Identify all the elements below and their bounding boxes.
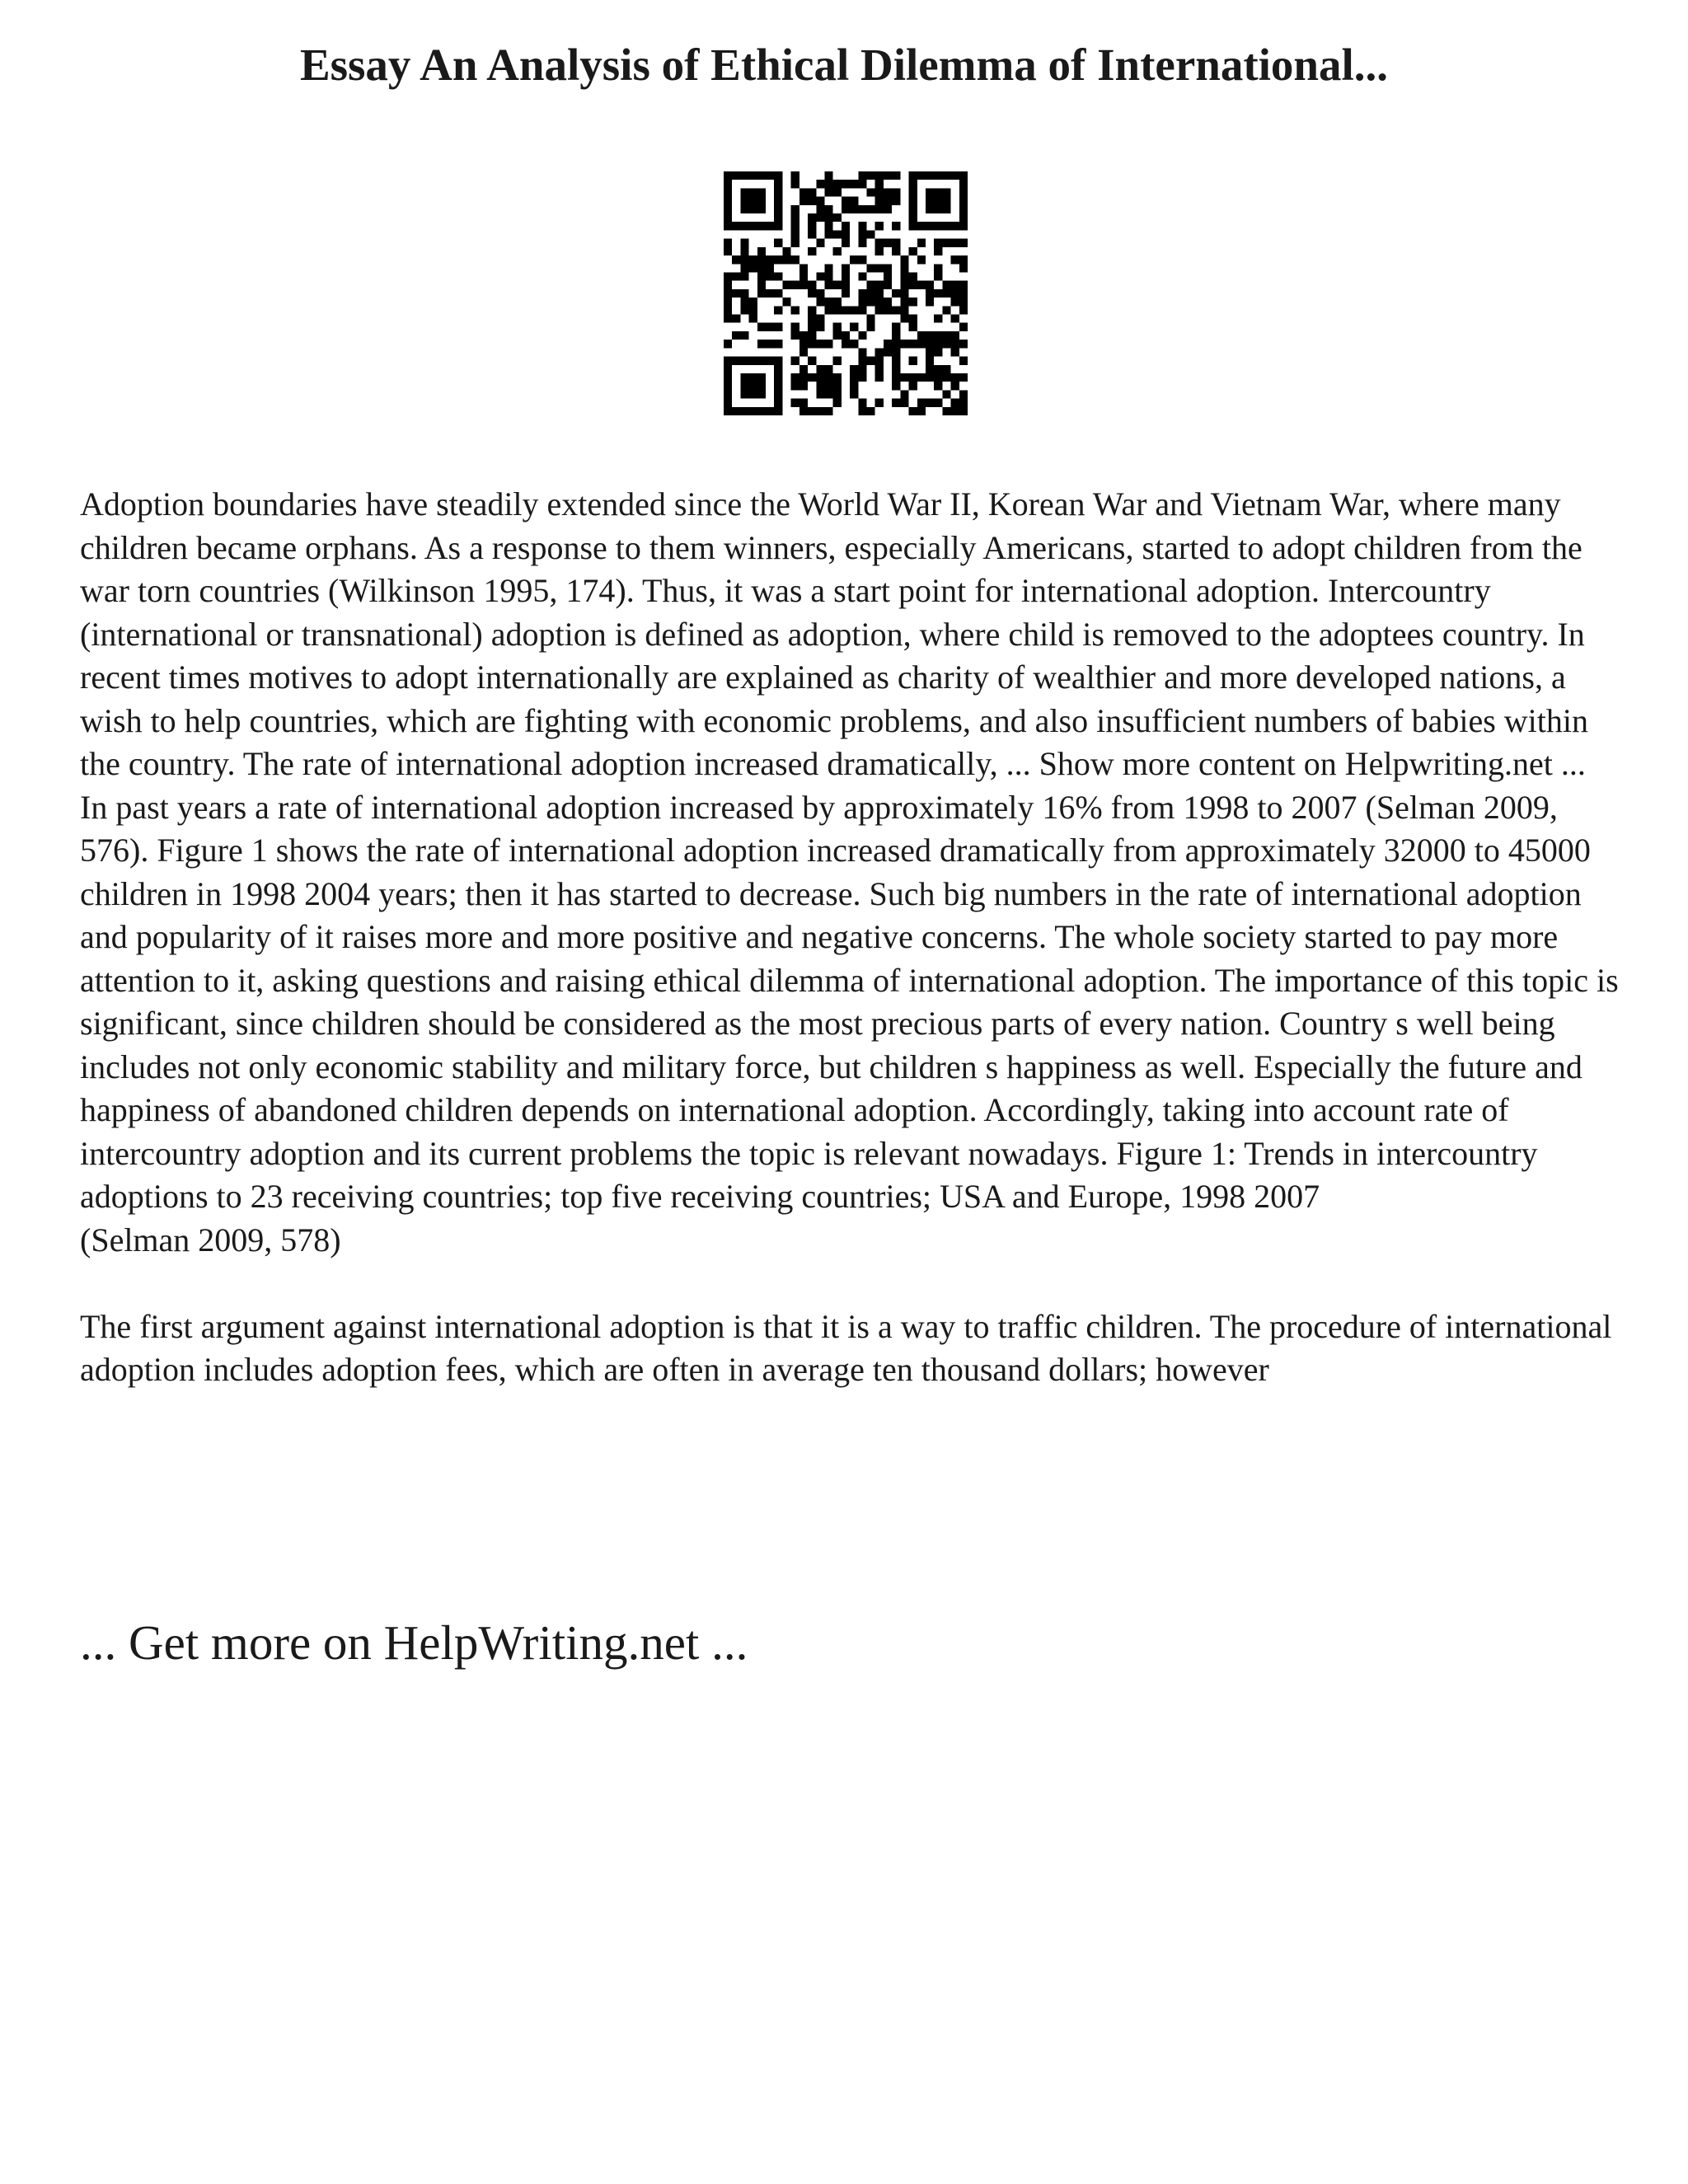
essay-body bbox=[80, 483, 1629, 1392]
paragraph-rate: In past years a rate of international adoption increased by approximately 16% from 1998 to 2007 (Selman 2009, 576). Figure 1 shows the rate of international adoption increased dramatically from approximately 32000 to 45000 children in 1998 2004 years; then it has started to decrease. Such big numbers in the rate of international adoption and popularity of it raises more and more positive and negative concerns. The whole society started to pay more attention to it, asking questions and raising ethical dilemma of international adoption. The importance of this topic is significant, since children should be considered as the most precious parts of every nation. Country s well being includes not only economic stability and military force, but children s happiness as well. Especially the future and happiness of abandoned children depends on international adoption. Accordingly, taking into account rate of intercountry adoption and its current problems the topic is relevant nowadays. Figure 1: Trends in intercountry adoptions to 23 receiving countries; top five receiving countries; USA and Europe, 1998 2007 bbox=[80, 788, 1619, 1215]
qr-code-icon bbox=[724, 171, 968, 415]
paragraph-intro: Adoption boundaries have steadily extended since the World War II, Korean War and Vietnam War, where many children became orphans. As a response to them winners, especially Americans, started to adopt children from the war torn countries (Wilkinson 1995, 174). Thus, it was a start point for international adoption. Intercountry (international or transnational) adoption is defined as adoption, where child is removed to the adoptees country. In recent times motives to adopt internationally are explained as charity of wealthier and more developed nations, a wish to help countries, which are fighting with economic problems, and also insufficient numbers of babies within the country. The rate of international adoption increased dramatically, ... Show more content on Helpwriting.net ... bbox=[80, 485, 1588, 782]
paragraph-argument: The first argument against international adoption is that it is a way to traffic children. The procedure of international adoption includes adoption fees, which are often in average ten thousand dollars; however bbox=[80, 1307, 1612, 1388]
page-title: Essay An Analysis of Ethical Dilemma of International... bbox=[299, 40, 1389, 90]
paragraph-citation: (Selman 2009, 578) bbox=[80, 1221, 341, 1258]
get-more-link[interactable]: ... Get more on HelpWriting.net ... bbox=[80, 1615, 748, 1670]
paragraph-spacer bbox=[80, 1262, 1629, 1305]
